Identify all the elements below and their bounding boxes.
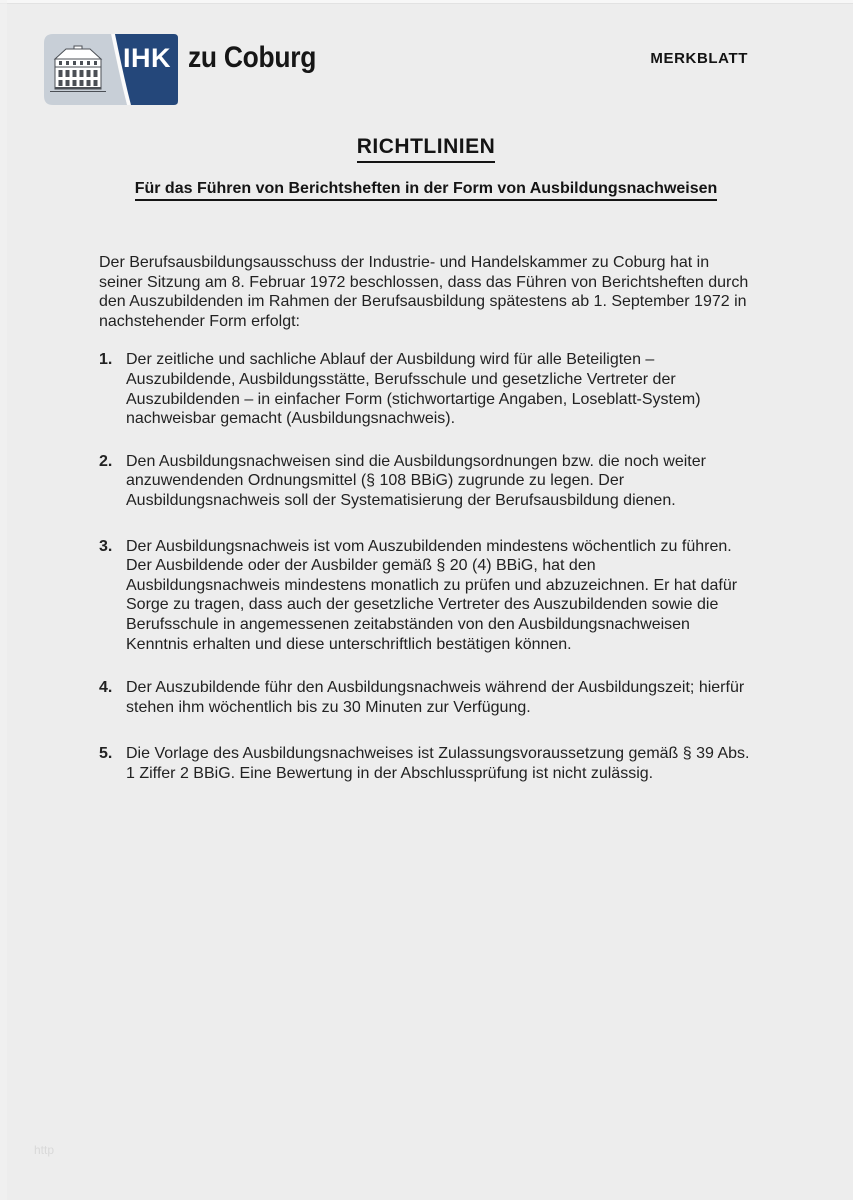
list-item-text: Den Ausbildungsnachweisen sind die Ausbildungsordnungen bzw. die noch weiter anzuwendenden Ordnungsmittel (§ 108 BBiG) zugrunde zu legen. Der Ausbildungsnachweis soll der Systematisierung der Berufsausbildung dienen. — [126, 452, 706, 509]
document-title-row — [99, 135, 753, 163]
list-item-number: 5. — [99, 745, 113, 763]
intro-paragraph: Der Berufsausbildungsausschuss der Industrie- und Handelskammer zu Coburg hat in seiner Sitzung am 8. Februar 1972 beschlossen, dass das Führen von Berichtsheften durch den Auszubildenden im Rahmen der Berufsausbildung spätestens ab 1. September 1972 in nachstehender Form erfolgt: — [99, 254, 749, 330]
list-item — [99, 350, 753, 428]
list-item-number: 1. — [99, 351, 113, 369]
list-item-number: 3. — [99, 537, 113, 555]
scan-edge-top — [0, 0, 853, 4]
list-item-text: Der Ausbildungsnachweis ist vom Auszubildenden mindestens wöchentlich zu führen. Der Ausbildende oder der Ausbilder gemäß § 20 (4) BBiG, hat den Ausbildungsnachweis mindestens monatlich zu prüfen und abzuzeichnen. Er hat dafür Sorge zu tragen, dass auch der gesetzliche Vertreter des Auszubildenden sowie die Berufsschule in angemessenen zeitabständen von den Ausbildungsnachweisen Kenntnis erhalten und diese unterschriftlich bestätigen können. — [126, 537, 738, 653]
scan-edge-left — [0, 0, 7, 1200]
list-item — [99, 452, 753, 511]
list-item — [99, 678, 753, 717]
scan-watermark-text: http — [34, 1143, 55, 1157]
ihk-logo-mark — [44, 34, 178, 105]
list-item-text: Die Vorlage des Ausbildungsnachweises ist Zulassungsvoraussetzung gemäß § 39 Abs. 1 Ziffer 2 BBiG. Eine Bewertung in der Abschlussprüfung ist nicht zulässig. — [126, 745, 750, 782]
list-item — [99, 537, 753, 655]
ihk-logo — [44, 34, 334, 105]
doc-type-label: MERKBLATT — [650, 50, 748, 67]
page-title: RICHTLINIEN — [357, 135, 496, 163]
logo-abbr-text: IHK — [123, 43, 171, 73]
list-item — [99, 744, 753, 783]
list-item-text: Der zeitliche und sachliche Ablauf der Ausbildung wird für alle Beteiligten – Auszubildende, Ausbildungsstätte, Berufsschule und gesetzliche Vertreter der Auszubildenden – in einfacher Form (stichwortartige Angaben, Loseblatt-System) nachweisbar gemacht (Ausbildungsnachweis). — [126, 351, 701, 428]
document-body — [99, 253, 753, 783]
list-item-number: 4. — [99, 679, 113, 697]
document-subtitle-row — [99, 180, 753, 201]
page-subtitle: Für das Führen von Berichtsheften in der Form von Ausbildungsnachweisen — [135, 180, 718, 201]
list-item-text: Der Auszubildende führ den Ausbildungsnachweis während der Ausbildungszeit; hierfür stehen ihm wöchentlich bis zu 30 Minuten zur Verfügung. — [126, 679, 745, 716]
list-item-number: 2. — [99, 452, 113, 470]
logo-region-text: zu Coburg — [188, 41, 317, 74]
